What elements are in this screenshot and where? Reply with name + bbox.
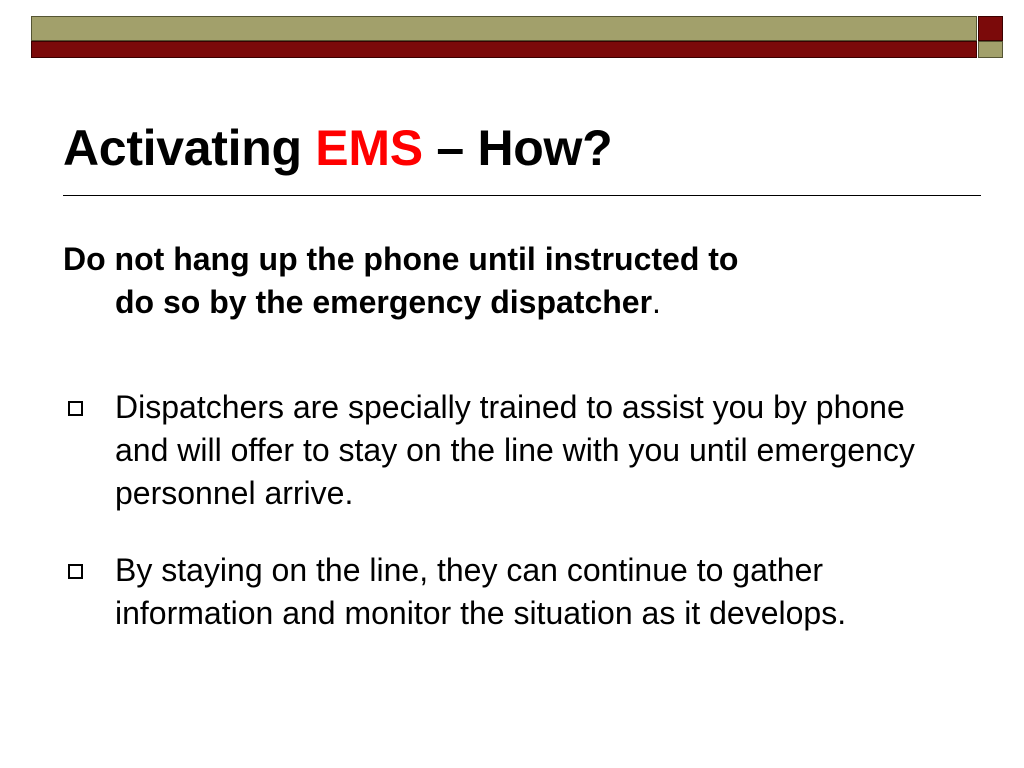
title-divider [63,195,981,196]
title-accent: EMS [315,120,423,176]
header-maroon-bar [31,41,977,58]
lead-line-2-wrap [63,281,943,324]
bullet-text: By staying on the line, they can continue to gather information and monitor the situation as it develops. [115,552,847,631]
title-prefix: Activating [63,120,316,176]
lead-paragraph [63,238,943,324]
lead-line-1: Do not hang up the phone until instructed to [63,241,739,277]
lead-period: . [652,284,661,320]
lead-line-2: do so by the emergency dispatcher [115,284,653,320]
header-olive-bar [31,16,977,41]
header-olive-square [978,41,1003,58]
title-suffix: – How? [422,120,613,176]
slide-title [63,108,612,188]
bullet-text: Dispatchers are specially trained to assist you by phone and will offer to stay on the line with you until emergency personnel arrive. [115,389,915,511]
hollow-square-bullet-icon [68,564,83,579]
header-maroon-square [978,16,1003,41]
bullet-list [63,386,963,669]
list-item [63,386,963,515]
list-item [63,549,963,635]
hollow-square-bullet-icon [68,401,83,416]
